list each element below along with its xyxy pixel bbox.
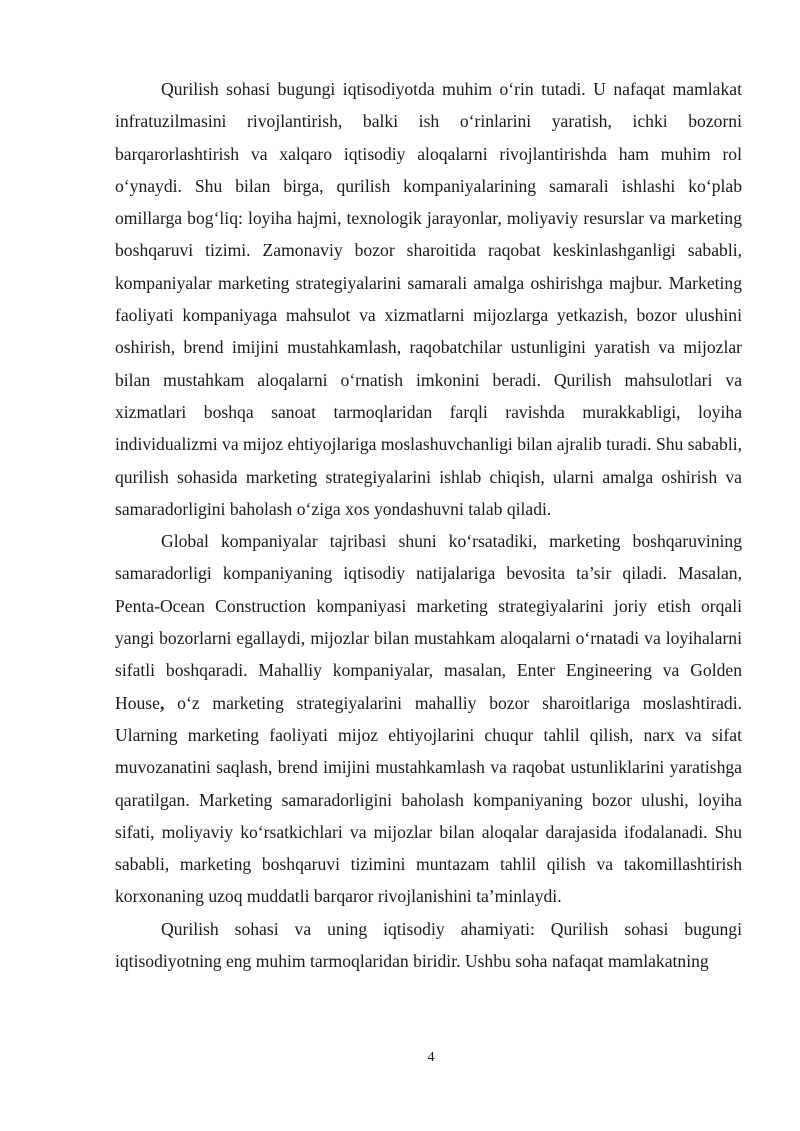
document-body (115, 73, 742, 977)
paragraph-economic-importance: Qurilish sohasi va uning iqtisodiy ahamiyati: Qurilish sohasi bugungi iqtisodiyotning eng muhim tarmoqlaridan biridir. Ushbu soha nafaqat mamlakatning (115, 918, 742, 972)
paragraph-text: o‘z marketing strategiyalarini mahalliy bozor sharoitlariga moslashtiradi. Ularning marketing faoliyati mijoz ehtiyojlarini chuqur tahlil qilish, narx va sifat muvozanatini saqlash, brend imijini mustahkamlash va raqobat ustunliklarini yaratishga qaratilgan. Marketing samaradorligini baholash kompaniyaning bozor ulushi, loyiha sifati, moliyaviy ko‘rsatkichlari va mijozlar bilan aloqalar darajasida ifodalanadi. Shu sababli, marketing boshqaruvi tizimini muntazam tahlil qilish va takomillashtirish korxonaning uzoq muddatli barqaror rivojlanishini ta’minlaydi. (115, 692, 742, 907)
paragraph-construction-sector: Qurilish sohasi bugungi iqtisodiyotda muhim o‘rin tutadi. U nafaqat mamlakat infratuzilmasini rivojlantirish, balki ish o‘rinlarini yaratish, ichki bozorni barqarorlashtirish va xalqaro iqtisodiy aloqalarni rivojlantirishda ham muhim rol o‘ynaydi. Shu bilan birga, qurilish kompaniyalarining samarali ishlashi ko‘plab omillarga bog‘liq: loyiha hajmi, texnologik jarayonlar, moliyaviy resurslar va marketing boshqaruvi tizimi. Zamonaviy bozor sharoitida raqobat keskinlashganligi sababli, kompaniyalar marketing strategiyalarini samarali amalga oshirishga majbur. Marketing faoliyati kompaniyaga mahsulot va xizmatlarni mijozlarga yetkazish, bozor ulushini oshirish, brend imijini mustahkamlash, raqobatchilar ustunligini yaratish va mijozlar bilan mustahkam aloqalarni o‘rnatish imkonini beradi. Qurilish mahsulotlari va xizmatlari boshqa sanoat tarmoqlaridan farqli ravishda murakkabligi, loyiha individualizmi va mijoz ehtiyojlariga moslashuvchanligi bilan ajralib turadi. Shu sababli, qurilish sohasida marketing strategiyalarini ishlab chiqish, ularni amalga oshirish va samaradorligini baholash o‘ziga xos yondashuvni talab qiladi. (115, 79, 742, 519)
paragraph-global-companies (115, 525, 742, 913)
bold-comma: , (159, 692, 165, 713)
page-number: 4 (427, 1050, 435, 1065)
paragraph-text: Global kompaniyalar tajribasi shuni ko‘rsatadiki, marketing boshqaruvining samaradorligi kompaniyaning iqtisodiy natijalariga bevosita ta’sir qiladi. Masalan, Penta-Ocean Construction kompaniyasi marketing strategiyalarini joriy etish orqali yangi bozorlarni egallaydi, mijozlar bilan mustahkam aloqalarni o‘rnatadi va loyihalarni sifatli boshqaradi. Mahalliy kompaniyalar, masalan, Enter Engineering va Golden House (115, 531, 742, 713)
